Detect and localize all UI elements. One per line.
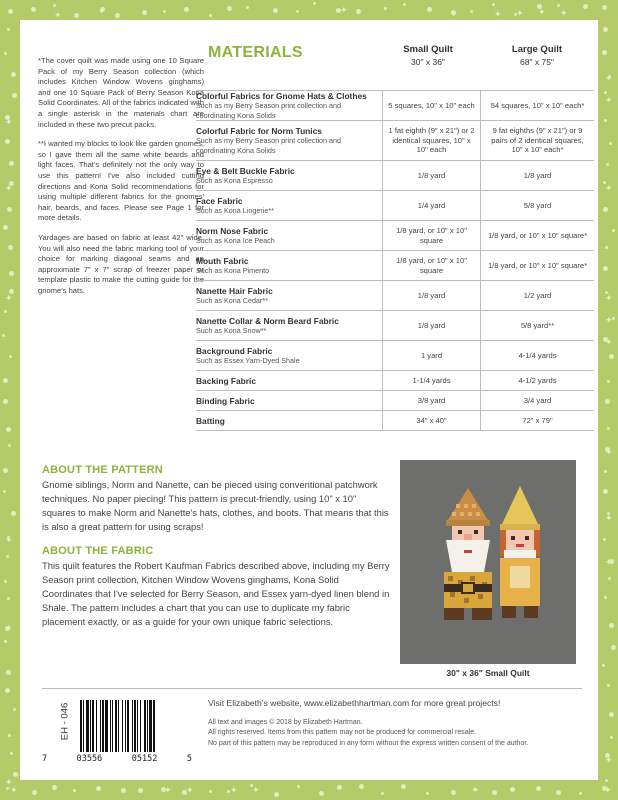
border-dot	[8, 9, 13, 14]
border-dot	[604, 596, 607, 599]
border-dot	[492, 3, 495, 6]
border-dot	[603, 27, 608, 32]
border-dot	[74, 13, 79, 18]
border-star-icon: ✦	[605, 73, 613, 83]
border-dot	[13, 772, 18, 777]
border-dot	[8, 444, 11, 447]
border-star-icon: ✦	[604, 785, 612, 795]
website-line: Visit Elizabeth's website, www.elizabethhartman.com for more great projects!	[208, 698, 501, 708]
fabric-name-cell	[196, 311, 382, 340]
border-dot	[607, 684, 610, 687]
footer-product-info	[42, 696, 197, 770]
materials-row	[196, 121, 594, 161]
border-dot	[6, 555, 9, 558]
border-dot	[73, 789, 76, 792]
border-dot	[3, 225, 8, 230]
border-star-icon: ✦	[560, 7, 568, 18]
border-star-icon: ✦	[494, 8, 502, 19]
border-dot	[13, 708, 16, 711]
border-dot	[5, 688, 10, 693]
border-star-icon: ✦	[605, 557, 613, 567]
rights-line: All rights reserved. Items from this pattern may not be produced for commercial resale.	[208, 729, 477, 737]
fabric-name-cell	[196, 91, 382, 120]
border-dot	[337, 785, 342, 790]
border-dot	[607, 427, 610, 430]
border-star-icon: ✦	[340, 4, 348, 15]
border-dot	[31, 7, 36, 12]
border-star-icon: ✦	[605, 447, 613, 457]
border-dot	[510, 787, 515, 792]
copyright-line: All text and images © 2018 by Elizabeth Hartman.	[208, 719, 363, 726]
border-dot	[609, 712, 614, 717]
barcode-bar	[153, 700, 155, 752]
border-star-icon: ✦	[605, 315, 613, 325]
border-dot	[536, 786, 541, 791]
fabric-suggestion: Such as my Berry Season print collection and coordinating Kona Solids	[196, 101, 342, 120]
border-star-icon: ✦	[10, 785, 18, 795]
border-dot	[556, 790, 561, 795]
large-quilt-amount: 4-1/2 yards	[480, 371, 594, 390]
large-quilt-header	[481, 44, 593, 67]
border-dot	[53, 4, 56, 7]
materials-row	[196, 311, 594, 341]
large-quilt-amount: 5/8 yard**	[480, 311, 594, 340]
border-dot	[3, 468, 8, 473]
barcode-digit-group: 05152	[131, 754, 158, 764]
barcode-bar	[122, 700, 123, 752]
border-dot	[426, 792, 429, 795]
fabric-suggestion: Such as Kona Pimento	[196, 265, 270, 275]
fabric-suggestion: Such as Essex Yarn-Dyed Shale	[196, 355, 300, 365]
border-dot	[3, 399, 8, 404]
fabric-name: Colorful Fabrics for Gnome Hats & Clothes	[196, 91, 367, 102]
border-star-icon: ✦	[605, 513, 613, 523]
border-star-icon: ✦	[230, 785, 238, 795]
fabric-name: Binding Fabric	[196, 395, 255, 406]
border-star-icon: ✦	[5, 293, 13, 303]
small-quilt-amount: 1/8 yard	[382, 281, 480, 310]
border-dot	[4, 310, 7, 313]
border-dot	[313, 2, 316, 5]
border-dot	[403, 3, 406, 6]
fabric-name-cell	[196, 371, 382, 390]
small-quilt-amount: 5 squares, 10" x 10" each	[382, 91, 480, 120]
border-dot	[602, 5, 607, 10]
barcode-bar	[137, 700, 138, 752]
barcode-bar	[134, 700, 136, 752]
border-star-icon: ✦	[605, 755, 613, 765]
border-dot	[9, 271, 14, 276]
border-star-icon: ✦	[472, 785, 480, 795]
border-dot	[7, 207, 12, 212]
large-quilt-amount: 54 squares, 10" x 10" each*	[480, 91, 594, 120]
fabric-name-cell	[196, 341, 382, 370]
border-star-icon: ✦	[450, 9, 458, 20]
quilt-photo	[400, 460, 576, 664]
border-dot	[605, 779, 608, 782]
border-dot	[96, 786, 101, 791]
small-quilt-amount: 1/4 yard	[382, 191, 480, 220]
border-dot	[603, 207, 608, 212]
large-quilt-size: 68" x 75"	[520, 57, 554, 67]
fabric-name-cell	[196, 221, 382, 250]
fabric-suggestion: Such as Kona Ice Peach	[196, 235, 275, 245]
barcode-bar	[147, 700, 148, 752]
small-quilt-amount: 1/8 yard	[382, 311, 480, 340]
border-dot	[6, 670, 11, 675]
materials-row	[196, 251, 594, 281]
materials-rows	[196, 90, 594, 431]
fabric-name: Mouth Fabric	[196, 255, 249, 266]
border-star-icon: ✦	[605, 183, 613, 193]
materials-row	[196, 411, 594, 431]
fabric-name: Batting	[196, 415, 225, 426]
small-quilt-amount: 1 yard	[382, 341, 480, 370]
barcode-number	[42, 754, 192, 764]
border-dot	[603, 538, 606, 541]
border-dot	[115, 13, 120, 18]
fabric-suggestion: Such as Kona Cedar**	[196, 295, 268, 305]
barcode-bar	[100, 700, 101, 752]
border-dot	[583, 4, 588, 9]
border-star-icon: ✦	[5, 623, 13, 633]
border-dot	[10, 752, 13, 755]
quilt-caption: 30" x 36" Small Quilt	[446, 668, 530, 678]
border-dot	[492, 790, 497, 795]
border-dot	[5, 139, 10, 144]
barcode-bar	[83, 700, 84, 752]
small-quilt-amount: 1/8 yard, or 10" x 10" square	[382, 251, 480, 280]
border-dot	[605, 399, 610, 404]
materials-row	[196, 371, 594, 391]
large-quilt-amount: 1/8 yard, or 10" x 10" square*	[480, 251, 594, 280]
barcode-bar	[90, 700, 91, 752]
barcode-digit-group: 5	[186, 754, 192, 764]
border-star-icon: ✦	[54, 9, 62, 20]
fabric-name: Norm Nose Fabric	[196, 225, 269, 236]
large-quilt-amount: 3/4 yard	[480, 391, 594, 410]
border-dot	[604, 119, 607, 122]
materials-notes	[38, 56, 204, 305]
materials-row	[196, 91, 594, 121]
border-dot	[9, 161, 14, 166]
barcode-bar	[125, 700, 126, 752]
border-dot	[610, 736, 613, 739]
border-dot	[604, 91, 607, 94]
border-dot	[470, 10, 473, 13]
barcode-bar	[118, 700, 119, 752]
large-quilt-amount: 72" x 79"	[480, 411, 594, 430]
border-dot	[274, 792, 279, 797]
footer-text	[208, 698, 578, 749]
border-dot	[7, 28, 10, 31]
border-star-icon: ✦	[252, 785, 260, 795]
border-dot	[603, 489, 608, 494]
large-quilt-amount: 1/8 yard, or 10" x 10" square*	[480, 221, 594, 250]
border-dot	[606, 163, 609, 166]
fabric-name: Eye & Belt Buckle Fabric	[196, 165, 295, 176]
border-dot	[121, 788, 126, 793]
fabric-name: Background Fabric	[196, 345, 273, 356]
small-quilt-size: 30" x 36"	[411, 57, 445, 67]
border-dot	[602, 664, 605, 667]
fabric-name-cell	[196, 281, 382, 310]
large-quilt-amount: 5/8 yard	[480, 191, 594, 220]
materials-row	[196, 391, 594, 411]
small-quilt-amount: 1/8 yard, or 10" x 10" square	[382, 221, 480, 250]
small-quilt-amount: 1 fat eighth (9" x 21") or 2 identical squares, 10" x 10" each	[382, 121, 480, 160]
fabric-suggestion: Such as Kona Snow**	[196, 325, 267, 335]
barcode-bar	[102, 700, 104, 752]
border-dot	[209, 790, 212, 793]
note-yardage: Yardages are based on fabric at least 42" wide. You will also need the fabric marking tool of your choice for marking diagonal seams and an approximate 7" x 7" scrap of freezer paper or template plastic to make the cutting guide for the gnome's hats.	[38, 232, 204, 295]
border-star-icon: ✦	[516, 7, 524, 18]
materials-row	[196, 221, 594, 251]
materials-row	[196, 281, 594, 311]
border-dot	[6, 427, 11, 432]
border-dot	[4, 640, 7, 643]
barcode-digit-group: 7	[42, 754, 48, 764]
border-dot	[209, 14, 212, 17]
fabric-name: Face Fabric	[196, 195, 243, 206]
fabric-name-cell	[196, 251, 382, 280]
border-star-icon: ✦	[605, 95, 613, 105]
border-dot	[609, 623, 614, 628]
border-dot	[184, 7, 189, 12]
reproduction-line: No part of this pattern may be reproduced in any form without the express written consent of the author.	[208, 739, 529, 747]
border-dot	[7, 597, 10, 600]
barcode-bar	[105, 700, 108, 752]
barcode-bar	[144, 700, 146, 752]
border-dot	[8, 245, 13, 250]
border-dot	[356, 9, 361, 14]
border-dot	[384, 7, 387, 10]
border-dot	[609, 142, 612, 145]
gnome-quilt-illustration	[400, 460, 576, 664]
fabric-name: Backing Fabric	[196, 375, 257, 386]
border-star-icon: ✦	[186, 785, 194, 795]
materials-title: MATERIALS	[208, 44, 303, 61]
border-dot	[612, 229, 615, 232]
barcode-bar	[86, 700, 89, 752]
materials-row	[196, 191, 594, 221]
border-dot	[427, 7, 432, 12]
large-quilt-label: Large Quilt	[511, 44, 563, 55]
border-dot	[273, 8, 278, 13]
border-star-icon: ✦	[5, 535, 13, 545]
large-quilt-amount: 1/8 yard	[480, 161, 594, 190]
border-dot	[297, 785, 300, 788]
border-dot	[605, 246, 608, 249]
fabric-name-cell	[196, 161, 382, 190]
border-star-icon: ✦	[98, 6, 106, 17]
pattern-back-page	[20, 20, 598, 780]
about-pattern-body: Gnome siblings, Norm and Nanette, can be pieced using conventional patchwork techniques. No paper piecing! This pattern is precut-friendly, using 10" x 10" squares to make Norm and Nanette's hats, clothes, and boots. That means that this is also a great pattern for using scraps!	[42, 479, 389, 532]
border-dot	[319, 791, 324, 796]
border-star-icon: ✦	[5, 183, 13, 193]
barcode-bar	[127, 700, 129, 752]
barcode-bar	[115, 700, 117, 752]
border-dot	[296, 10, 299, 13]
fabric-name: Nanette Collar & Norm Beard Fabric	[196, 315, 339, 326]
barcode-bar	[149, 700, 152, 752]
border-star-icon: ✦	[164, 785, 172, 795]
border-dot	[3, 490, 6, 493]
border-dot	[4, 580, 7, 583]
barcode-bar	[132, 700, 133, 752]
small-quilt-amount: 1/8 yard	[382, 161, 480, 190]
about-fabric-title: ABOUT THE FABRIC	[42, 545, 154, 557]
border-dot	[401, 784, 406, 789]
border-dot	[138, 788, 143, 793]
border-dot	[608, 577, 611, 580]
border-dot	[604, 470, 607, 473]
border-dot	[451, 790, 456, 795]
sku-label	[60, 702, 72, 742]
border-dot	[609, 354, 614, 359]
fabric-suggestion: Such as my Berry Season print collection and coordinating Kona Solids	[196, 136, 342, 155]
barcode-bar	[92, 700, 94, 752]
border-dot	[11, 511, 16, 516]
fabric-suggestion: Such as Kona Espresso	[196, 175, 273, 185]
border-dot	[246, 6, 249, 9]
border-dot	[8, 734, 11, 737]
border-dot	[12, 93, 17, 98]
border-dot	[381, 792, 384, 795]
small-quilt-amount: 1-1/4 yards	[382, 371, 480, 390]
border-dot	[9, 355, 12, 358]
materials-row	[196, 341, 594, 371]
border-dot	[603, 266, 608, 271]
border-dot	[11, 72, 16, 77]
barcode-bar	[96, 700, 97, 752]
border-dot	[32, 790, 37, 795]
note-precut: *The cover quilt was made using one 10 Square Pack of my Berry Season collection (which includes Kitchen Window Wovens ginghams) and one 10 Square Pack of Berry Season Kona Solid Coordinates. All of the fabrics indicated with a single asterisk in the materials chart are included in these two precut packs.	[38, 56, 204, 129]
border-dot	[163, 10, 166, 13]
border-dot	[607, 380, 610, 383]
large-quilt-amount: 9 fat eighths (9" x 21") or 9 pairs of 2 identical squares, 10" x 10" each*	[480, 121, 594, 160]
barcode-bar	[80, 700, 82, 752]
barcode-digit-group: 03556	[76, 754, 103, 764]
fabric-suggestion: Such as Kona Lingerie**	[196, 205, 274, 215]
fabric-name: Colorful Fabric for Norm Tunics	[196, 126, 322, 137]
small-quilt-amount: 34" x 40"	[382, 411, 480, 430]
border-dot	[52, 785, 57, 790]
small-quilt-label: Small Quilt	[403, 44, 453, 55]
barcode-bar	[110, 700, 111, 752]
about-fabric-body: This quilt features the Robert Kaufman Fabrics described above, including my Berry Season print collection, Kitchen Window Wovens ginghams, Kona Solid Coordinates that I've selected for Berry Season, and Essex yarn-dyed linen blend in Shale. The pattern includes a chart that you can use to duplicate my fabric placement exactly, or as a guide for your own unique fabric selections.	[42, 560, 390, 627]
border-dot	[359, 784, 364, 789]
border-dot	[4, 52, 7, 55]
border-star-icon: ✦	[605, 337, 613, 347]
border-dot	[227, 6, 232, 11]
border-star-icon: ✦	[605, 293, 613, 303]
small-quilt-header	[382, 44, 474, 67]
border-dot	[6, 787, 9, 790]
materials-row	[196, 161, 594, 191]
border-star-icon: ✦	[538, 7, 546, 18]
border-dot	[602, 50, 607, 55]
note-gnome-faces: **I wanted my blocks to look like garden gnomes, so I gave them all the same white beards and light faces. That's definitely not the only way to use this pattern! I've also included cutting directions and Kona Solid recommendations for using multiple different fabrics for the gnomes' hair, beards, and faces. Please see Page 1 for more details.	[38, 139, 204, 223]
about-pattern-title: ABOUT THE PATTERN	[42, 464, 163, 476]
fabric-name: Nanette Hair Fabric	[196, 285, 273, 296]
border-dot	[3, 378, 8, 383]
fabric-name-cell	[196, 121, 382, 160]
fabric-name-cell	[196, 391, 382, 410]
small-quilt-amount: 3/8 yard	[382, 391, 480, 410]
border-star-icon: ✦	[5, 117, 13, 127]
fabric-name-cell	[196, 191, 382, 220]
barcode-bar	[112, 700, 113, 752]
border-dot	[579, 792, 582, 795]
barcode-bar	[140, 700, 141, 752]
border-star-icon: ✦	[5, 777, 13, 787]
border-dot	[142, 10, 147, 15]
fabric-name-cell	[196, 411, 382, 430]
border-dot	[611, 645, 616, 650]
border-dot	[2, 334, 5, 337]
border-dot	[557, 4, 560, 7]
large-quilt-amount: 4-1/4 yards	[480, 341, 594, 370]
barcode	[78, 700, 180, 752]
large-quilt-amount: 1/2 yard	[480, 281, 594, 310]
footer-divider	[42, 688, 582, 689]
sku-code: EH - 046	[59, 702, 71, 741]
